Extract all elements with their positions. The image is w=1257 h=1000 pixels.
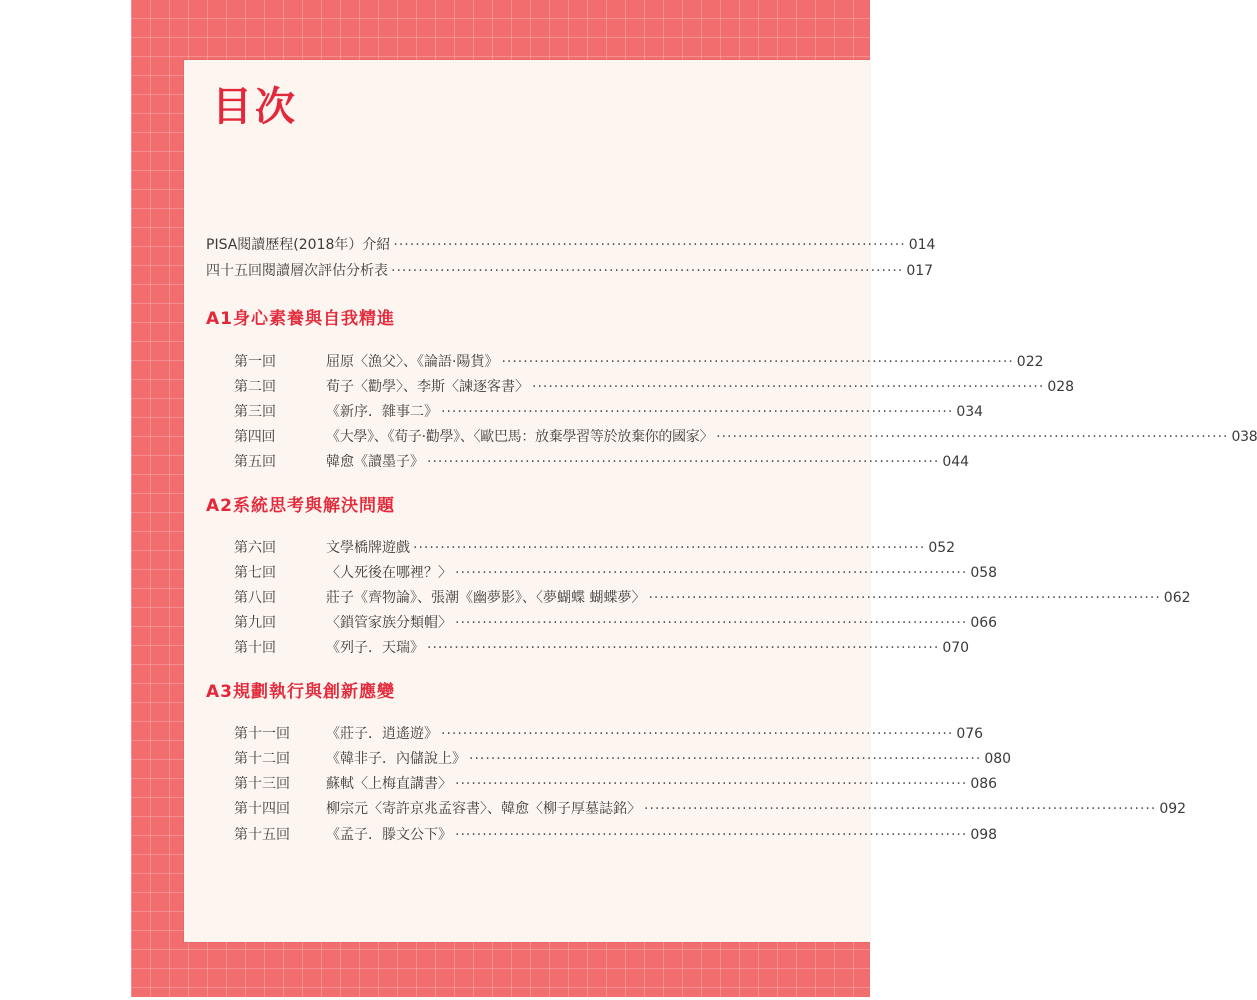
leader-dots: ······························································································ xyxy=(391,263,904,279)
toc-page-number: 044 xyxy=(942,454,970,470)
toc-entry[interactable] xyxy=(234,638,970,658)
toc-item-text: 文學橋牌遊戲 xyxy=(326,540,410,556)
toc-item-text: 蘇軾〈上梅直講書〉 xyxy=(326,776,452,792)
toc-item-text: PISA閱讀歷程(2018年）介紹 xyxy=(206,237,391,253)
toc-page-number: 022 xyxy=(1016,354,1044,370)
toc-entry[interactable] xyxy=(234,588,1191,608)
leader-dots: ······························································································ xyxy=(427,454,940,470)
toc-entry[interactable] xyxy=(234,613,998,633)
page-title: 目次 xyxy=(212,84,298,130)
leader-dots: ······························································································ xyxy=(644,801,1157,817)
leader-dots: ······························································································ xyxy=(427,640,940,656)
leader-dots: ······························································································ xyxy=(455,615,968,631)
leader-dots: ······························································································ xyxy=(441,726,954,742)
chapter-number: 第六回 xyxy=(234,540,276,556)
chapter-number: 第十一回 xyxy=(234,726,290,742)
toc-item-text: 〈人死後在哪裡？〉 xyxy=(326,565,452,581)
toc-page-number: 066 xyxy=(970,615,998,631)
toc-entry[interactable] xyxy=(234,825,998,845)
toc-page-number: 070 xyxy=(942,640,970,656)
chapter-number: 第十三回 xyxy=(234,776,290,792)
toc-entry[interactable] xyxy=(234,377,1075,397)
toc-entry[interactable] xyxy=(234,563,998,583)
leader-dots: ······························································································ xyxy=(532,379,1045,395)
toc-intro-item[interactable] xyxy=(206,235,936,255)
chapter-number: 第十二回 xyxy=(234,751,290,767)
toc-item-text: 荀子〈勸學〉、李斯〈諫逐客書〉 xyxy=(326,379,529,395)
toc-page-number: 086 xyxy=(970,776,998,792)
toc-entry[interactable] xyxy=(234,402,984,422)
toc-item-text: 《列子．天瑞》 xyxy=(326,640,424,656)
toc-page-number: 017 xyxy=(906,263,934,279)
chapter-number: 第十四回 xyxy=(234,801,290,817)
toc-page-number: 034 xyxy=(956,404,984,420)
toc-entry[interactable] xyxy=(234,799,1187,819)
chapter-number: 第八回 xyxy=(234,590,276,606)
leader-dots: ······························································································ xyxy=(455,565,968,581)
toc-entry[interactable] xyxy=(234,427,1257,447)
chapter-number: 第二回 xyxy=(234,379,276,395)
toc-item-text: 韓愈《讀墨子》 xyxy=(326,454,424,470)
toc-item-text: 莊子《齊物論》、張潮《幽夢影》、〈夢蝴蝶 蝴蝶夢〉 xyxy=(326,590,646,606)
toc-page-number: 076 xyxy=(956,726,984,742)
leader-dots: ······························································································ xyxy=(413,540,926,556)
chapter-number: 第七回 xyxy=(234,565,276,581)
toc-entry[interactable] xyxy=(234,452,970,472)
toc-page-number: 052 xyxy=(928,540,956,556)
chapter-number: 第十五回 xyxy=(234,827,290,843)
chapter-number: 第九回 xyxy=(234,615,276,631)
toc-item-text: 柳宗元〈寄許京兆孟容書〉、韓愈〈柳子厚墓誌銘〉 xyxy=(326,801,641,817)
toc-item-text: 屈原〈漁父〉、《論語·陽貨》 xyxy=(326,354,499,370)
chapter-number: 第三回 xyxy=(234,404,276,420)
toc-page-number: 038 xyxy=(1231,429,1257,445)
toc-item-text: 〈鎖管家族分類帽〉 xyxy=(326,615,452,631)
chapter-number: 第四回 xyxy=(234,429,276,445)
toc-page-number: 028 xyxy=(1047,379,1075,395)
chapter-number: 第一回 xyxy=(234,354,276,370)
toc-item-text: 四十五回閱讀層次評估分析表 xyxy=(206,263,388,279)
toc-page-number: 014 xyxy=(908,237,936,253)
leader-dots: ······························································································ xyxy=(716,429,1229,445)
chapter-number: 第五回 xyxy=(234,454,276,470)
leader-dots: ······························································································ xyxy=(393,237,906,253)
toc-entry[interactable] xyxy=(234,352,1044,372)
section-heading-a2: A2系統思考與解決問題 xyxy=(206,496,395,516)
leader-dots: ······························································································ xyxy=(441,404,954,420)
leader-dots: ······························································································ xyxy=(469,751,982,767)
toc-entry[interactable] xyxy=(234,724,984,744)
toc-page-number: 058 xyxy=(970,565,998,581)
toc-page-number: 062 xyxy=(1163,590,1191,606)
section-heading-a3: A3規劃執行與創新應變 xyxy=(206,682,395,702)
toc-entry[interactable] xyxy=(234,538,956,558)
chapter-number: 第十回 xyxy=(234,640,276,656)
leader-dots: ······························································································ xyxy=(455,827,968,843)
toc-entry[interactable] xyxy=(234,749,1012,769)
toc-page-number: 098 xyxy=(970,827,998,843)
toc-item-text: 《韓非子．內儲說上》 xyxy=(326,751,466,767)
toc-item-text: 《孟子．滕文公下》 xyxy=(326,827,452,843)
toc-item-text: 《大學》、《荀子·勸學》、〈歐巴馬：放棄學習等於放棄你的國家〉 xyxy=(326,429,714,445)
toc-page-number: 080 xyxy=(984,751,1012,767)
leader-dots: ······························································································ xyxy=(501,354,1014,370)
toc-page-number: 092 xyxy=(1159,801,1187,817)
section-heading-a1: A1身心素養與自我精進 xyxy=(206,309,395,329)
toc-entry[interactable] xyxy=(234,774,998,794)
leader-dots: ······························································································ xyxy=(455,776,968,792)
toc-intro-item[interactable] xyxy=(206,261,934,281)
toc-item-text: 《莊子．逍遙遊》 xyxy=(326,726,438,742)
leader-dots: ······························································································ xyxy=(648,590,1161,606)
toc-item-text: 《新序．雜事二》 xyxy=(326,404,438,420)
